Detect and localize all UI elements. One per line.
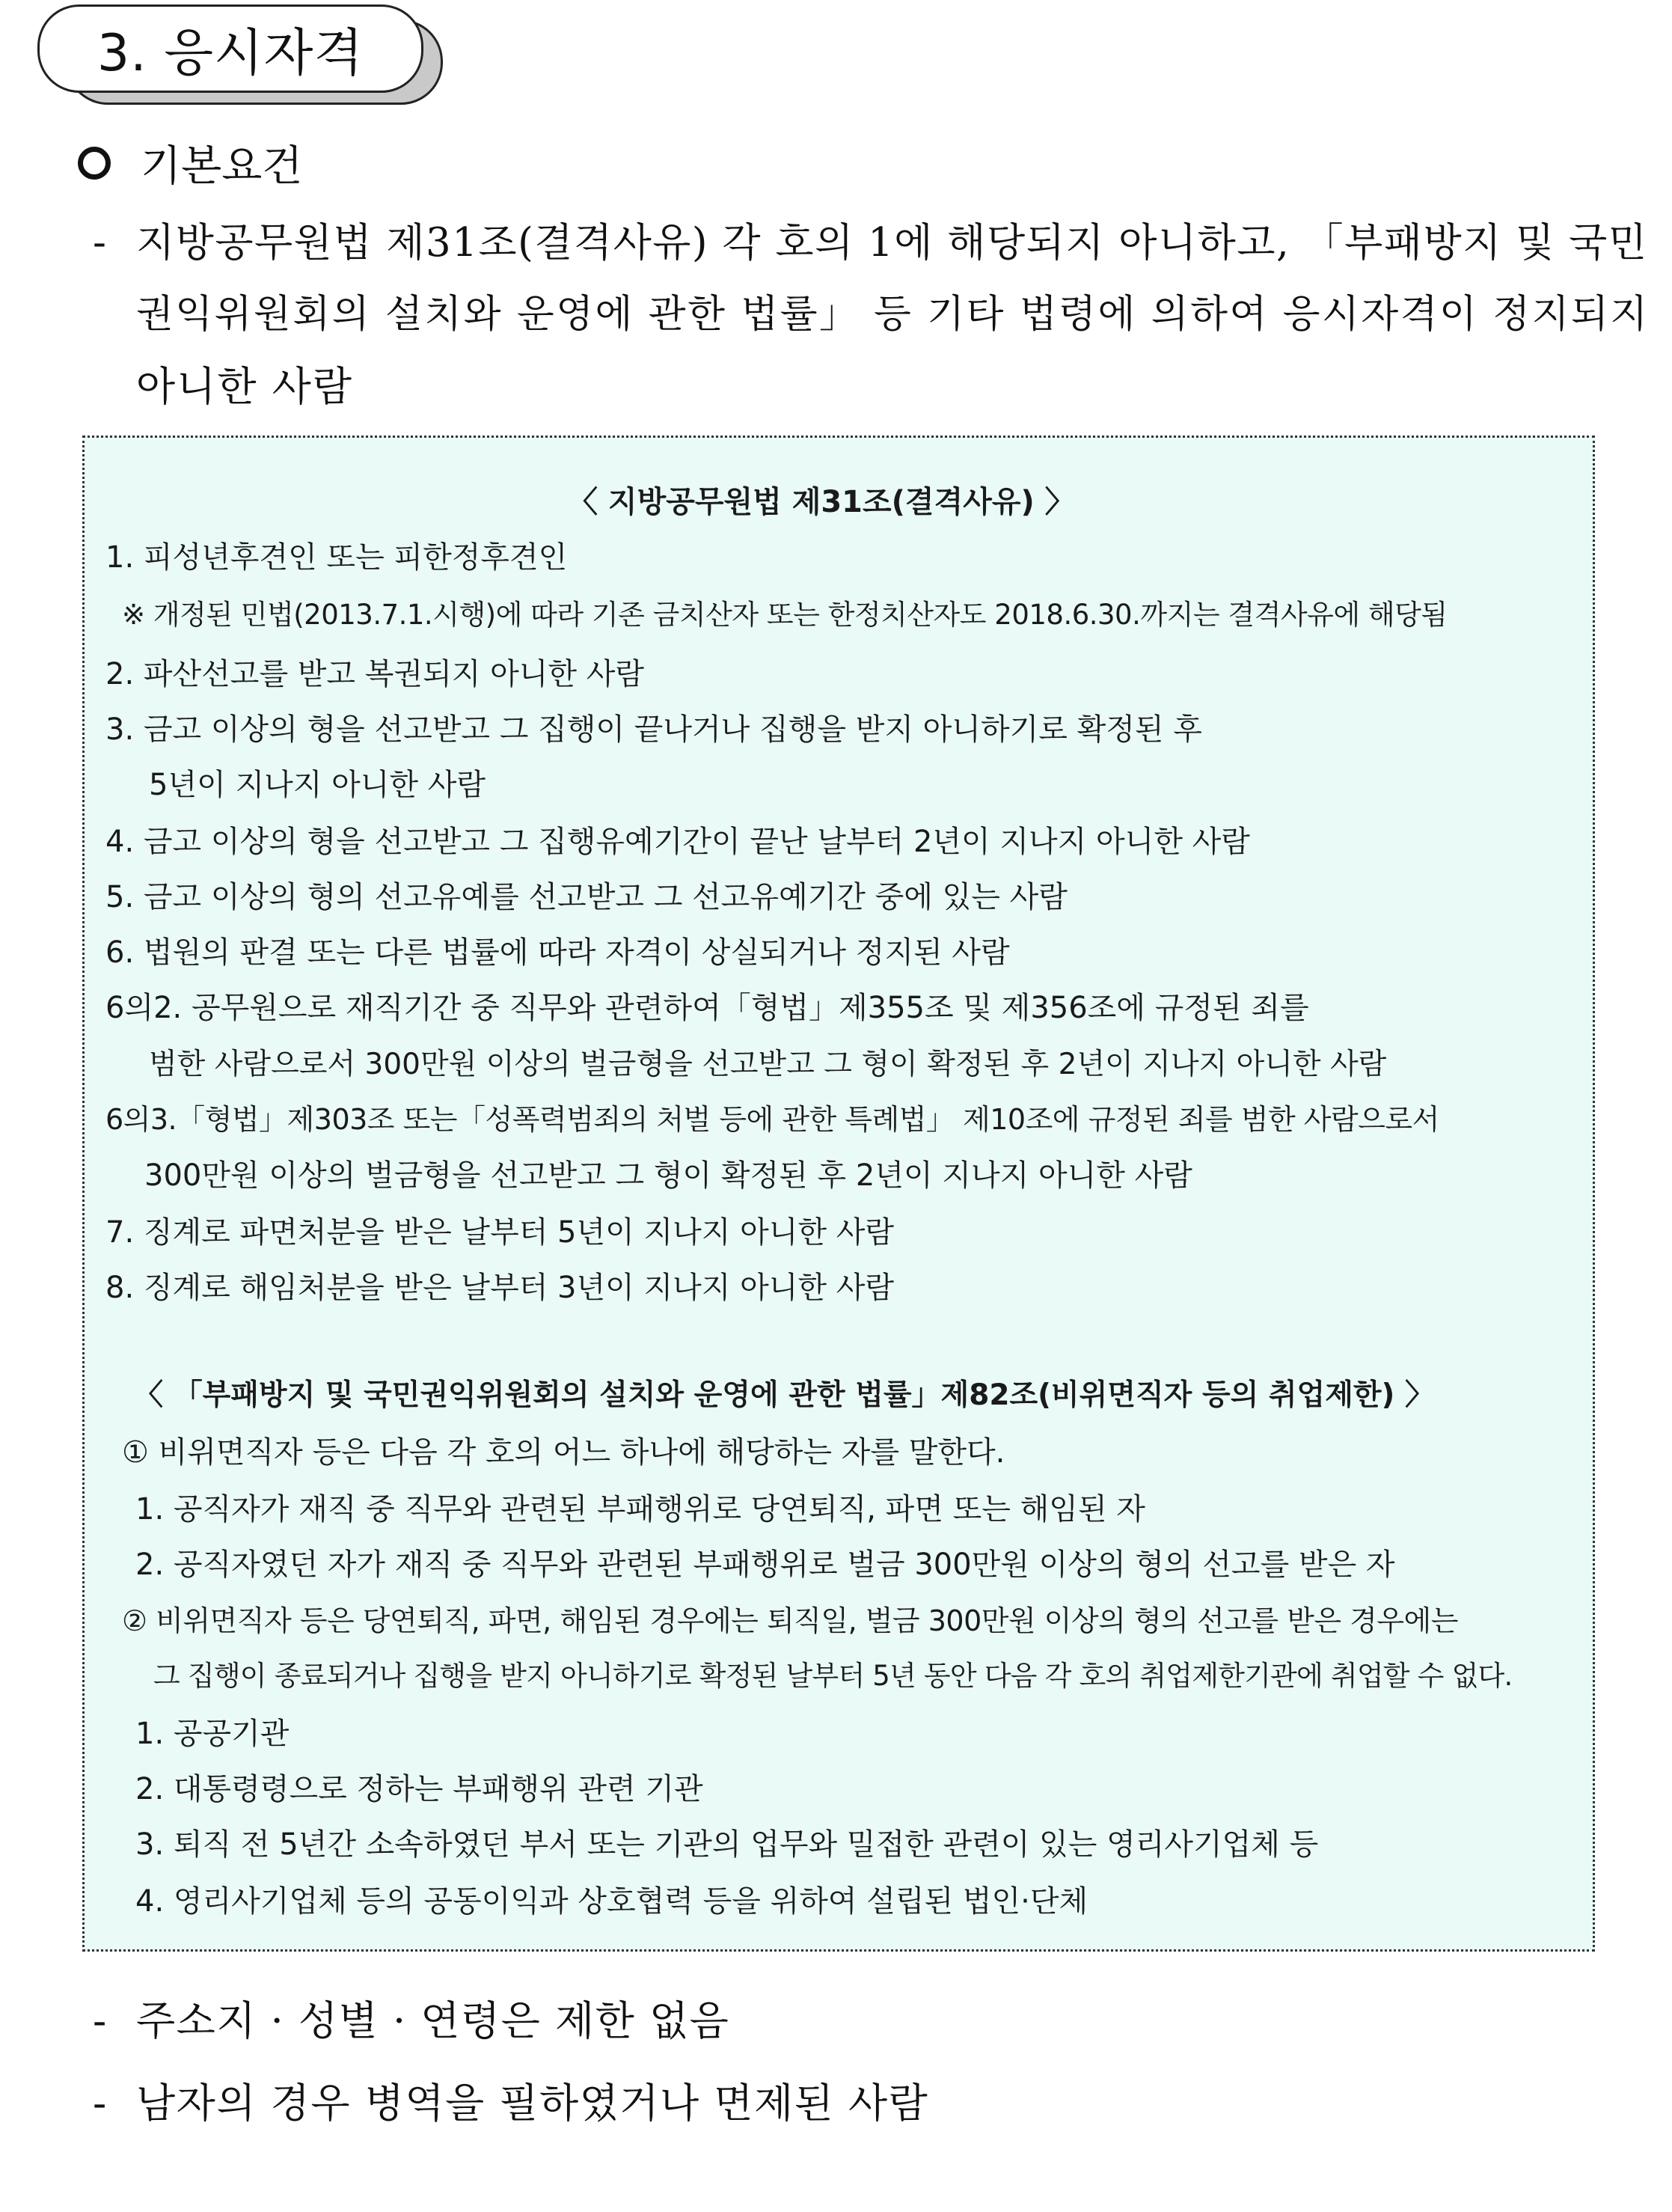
law1-item: 1. 피성년후견인 또는 피한정후견인 (105, 540, 568, 575)
law2-item: 4. 영리사기업체 등의 공동이익과 상호협력 등을 위하여 설립된 법인·단체 (135, 1884, 1088, 1919)
law1-item: 4. 금고 이상의 형을 선고받고 그 집행유예기간이 끝난 날부터 2년이 지나지 아니한 사람 (105, 825, 1250, 859)
law2-item: ② 비위면직자 등은 당연퇴직, 파면, 해임된 경우에는 퇴직일, 벌금 300만원 이상의 형의 선고를 받은 경우에는 (122, 1604, 1458, 1637)
law2-item: 3. 퇴직 전 5년간 소속하였던 부서 또는 기관의 업무와 밀접한 관련이 있는 영리사기업체 등 (135, 1827, 1319, 1862)
law2-item: 1. 공직자가 재직 중 직무와 관련된 부패행위로 당연퇴직, 파면 또는 해임된 자 (135, 1492, 1145, 1527)
section-title: 3. 응시자격 (97, 23, 364, 83)
dash-bullet: - (93, 1997, 108, 2044)
dash-bullet: - (93, 2080, 108, 2127)
basic-requirement-label: 기본요건 (141, 142, 303, 191)
law1-item: 2. 파산선고를 받고 복권되지 아니한 사람 (105, 657, 644, 691)
requirement-line-1 (93, 211, 1647, 268)
law1-item: 6의3.「형법」제303조 또는「성폭력범죄의 처벌 등에 관한 특례법」 제10조에 규정된 죄를 범한 사람으로서 (105, 1103, 1439, 1136)
dash-bullet: - (93, 220, 108, 266)
law2-item: 2. 대통령령으로 정하는 부패행위 관련 기관 (135, 1772, 703, 1806)
law2-item: 2. 공직자였던 자가 재직 중 직무와 관련된 부패행위로 벌금 300만원 이상의 형의 선고를 받은 자 (135, 1548, 1395, 1582)
circle-bullet-icon (78, 147, 111, 180)
law1-item: 8. 징계로 해임처분을 받은 날부터 3년이 지나지 아니한 사람 (105, 1271, 895, 1305)
legal-provisions-box (82, 436, 1595, 1952)
footer-text: 주소지 · 성별 · 연령은 제한 없음 (136, 1997, 730, 2044)
footer-line-1 (93, 1989, 729, 2047)
law2-item: ① 비위면직자 등은 다음 각 호의 어느 하나에 해당하는 자를 말한다. (122, 1435, 1005, 1470)
footer-text: 남자의 경우 병역을 필하였거나 면제된 사람 (136, 2080, 929, 2127)
section-tab (37, 4, 423, 93)
law1-item: 3. 금고 이상의 형을 선고받고 그 집행이 끝나거나 집행을 받지 아니하기로 확정된 후 (105, 712, 1202, 747)
law1-item: 7. 징계로 파면처분을 받은 날부터 5년이 지나지 아니한 사람 (105, 1215, 895, 1250)
law1-item-continued: 5년이 지나지 아니한 사람 (149, 768, 486, 802)
footer-line-2 (93, 2071, 928, 2129)
requirement-line-2: 권익위원회의 설치와 운영에 관한 법률」 등 기타 법령에 의하여 응시자격이 정지되지 (136, 292, 1650, 337)
law2-item-continued: 그 집행이 종료되거나 집행을 받지 아니하기로 확정된 날부터 5년 동안 다음 각 호의 취업제한기관에 취업할 수 없다. (153, 1660, 1513, 1692)
law1-item-continued: 300만원 이상의 벌금형을 선고받고 그 형이 확정된 후 2년이 지나지 아니한 사람 (144, 1158, 1192, 1193)
law1-item: 5. 금고 이상의 형의 선고유예를 선고받고 그 선고유예기간 중에 있는 사람 (105, 880, 1068, 914)
law2-item: 1. 공공기관 (135, 1717, 290, 1751)
law1-item: 6의2. 공무원으로 재직기간 중 직무와 관련하여「형법」제355조 및 제356조에 규정된 죄를 (105, 991, 1309, 1025)
law1-title: 〈 지방공무원법 제31조(결격사유) 〉 (568, 485, 1075, 519)
law1-item-continued: 범한 사람으로서 300만원 이상의 벌금형을 선고받고 그 형이 확정된 후 2년이 지나지 아니한 사람 (149, 1048, 1387, 1081)
law1-note: ※ 개정된 민법(2013.7.1.시행)에 따라 기존 금치산자 또는 한정치산자도 2018.6.30.까지는 결격사유에 해당됨 (122, 599, 1448, 631)
requirement-text: 지방공무원법 제31조(결격사유) 각 호의 1에 해당되지 아니하고, 「부패방지 및 국민 (136, 220, 1648, 266)
requirement-line-3: 아니한 사람 (136, 363, 353, 410)
law1-item: 6. 법원의 판결 또는 다른 법률에 따라 자격이 상실되거나 정지된 사람 (105, 935, 1010, 970)
basic-requirement-heading (78, 133, 302, 193)
law2-title: 〈 「부패방지 및 국민권익위원회의 설치와 운영에 관한 법률」제82조(비위면직자 등의 취업제한) 〉 (134, 1378, 1434, 1412)
